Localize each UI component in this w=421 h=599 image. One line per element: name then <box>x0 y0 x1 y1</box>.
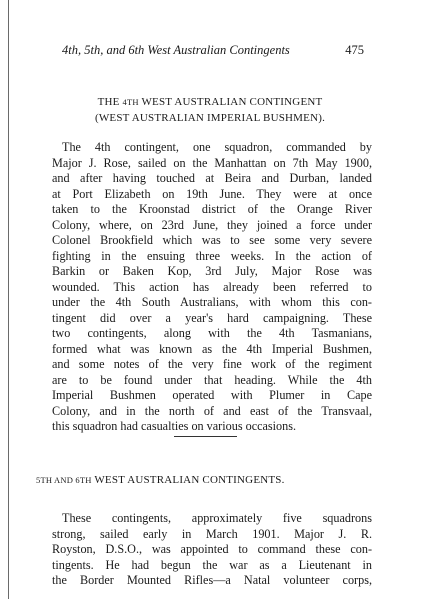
text-line: Major J. Rose, sailed on the Manhattan on 7th May 1900, <box>52 155 372 170</box>
heading-ordinal: 4TH <box>122 97 139 107</box>
running-title: 4th, 5th, and 6th West Australian Contingents <box>62 43 290 57</box>
text-line: and some notes of the very fine work of the regiment <box>52 357 372 371</box>
page-edge-line <box>8 0 9 599</box>
section-heading-5th-6th-contingents <box>36 473 396 488</box>
text-line: Barkin or Baken Kop, 3rd July, Major Rose was <box>52 264 372 278</box>
text-line: under the 4th South Australians, with whom this con- <box>52 295 372 309</box>
section-heading-4th-contingent <box>40 95 380 110</box>
text-line: Royston, D.S.O., was appointed to command these con- <box>52 542 372 556</box>
heading-title: WEST AUSTRALIAN CONTINGENT <box>138 96 323 108</box>
text-line: The 4th contingent, one squadron, commanded by <box>62 140 372 154</box>
text-line: Imperial Bushmen operated with Plumer in Cape <box>52 388 372 402</box>
text-line: this squadron had casualties on various occasions. <box>52 419 297 433</box>
section-subheading-imperial-bushmen: (WEST AUSTRALIAN IMPERIAL BUSHMEN). <box>94 112 326 124</box>
text-line: Colony, and in the north of and east of the Transvaal, <box>52 403 372 418</box>
heading-ordinals: 5TH AND 6TH <box>36 475 92 485</box>
text-line: tingent did over a year's hard campaigning. These <box>52 310 372 325</box>
text-line: These contingents, approximately five squadrons <box>62 511 372 525</box>
section1-paragraph <box>52 140 372 435</box>
text-line: Colonel Brookfield which was to see some very severe <box>52 233 372 247</box>
page-number: 475 <box>345 43 364 57</box>
heading-prefix: THE <box>97 96 123 108</box>
text-line: Colony, where, on 23rd June, they joined a force under <box>52 217 372 232</box>
text-line: taken to the Kroonstad district of the Orange River <box>52 202 372 216</box>
text-line: two contingents, along with the 4th Tasmanians, <box>52 326 372 340</box>
text-line: fighting in the ensuing three weeks. In the action of <box>52 248 372 263</box>
text-line: are to be found under that heading. While the 4th <box>52 372 372 387</box>
text-line: formed what was known as the 4th Imperial Bushmen, <box>52 341 372 356</box>
text-line: strong, sailed early in March 1901. Major J. R. <box>52 526 372 541</box>
text-line: and after having touched at Beira and Durban, landed <box>52 171 372 185</box>
text-line: tingents. He had begun the war as a Lieutenant in <box>52 557 372 572</box>
heading-title: WEST AUSTRALIAN CONTINGENTS. <box>91 474 285 486</box>
text-line: the Border Mounted Rifles—a Natal volunteer corps, <box>52 573 372 587</box>
section-divider <box>174 436 237 437</box>
running-header <box>62 43 362 61</box>
text-line: wounded. This action has already been referred to <box>52 279 372 294</box>
text-line: at Port Elizabeth on 19th June. They were at once <box>52 186 372 201</box>
section2-paragraph <box>52 511 372 589</box>
